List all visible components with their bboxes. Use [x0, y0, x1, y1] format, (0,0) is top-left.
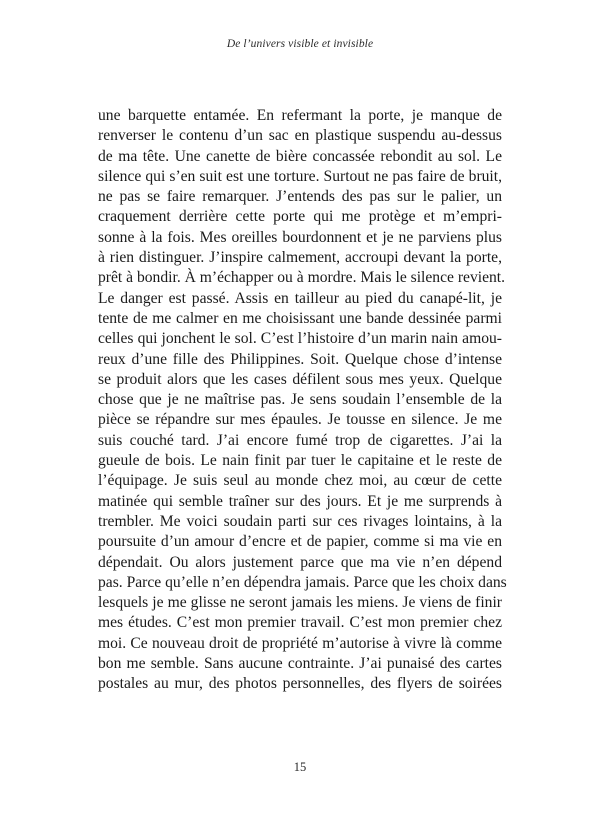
text-line: renverser le contenu d’un sac en plastique suspendu au-dessus — [98, 127, 502, 145]
text-line: lesquels je me glisse ne seront jamais les miens. Je viens de finir — [98, 594, 502, 612]
text-line: une barquette entamée. En refermant la porte, je manque de — [98, 107, 502, 124]
text-line: reux d’une fille des Philippines. Soit. Quelque chose d’intense — [98, 350, 502, 368]
text-line: l’équipage. Je suis seul au monde chez moi, au cœur de cette — [98, 472, 502, 490]
text-line: celles qui jonchent le sol. C’est l’histoire d’un marin nain amou- — [98, 330, 502, 348]
body-text — [98, 106, 507, 695]
text-line: trembler. Me voici soudain parti sur ces rivages lointains, à la — [98, 512, 502, 530]
text-line: tente de me calmer en me choisissant une bande dessinée parmi — [98, 309, 502, 327]
text-line: à rien distinguer. J’inspire calmement, accroupi devant la porte, — [98, 249, 502, 267]
text-line: poursuite d’un amour d’encre et de papier, comme si ma vie en — [98, 533, 502, 551]
text-line: ne pas se faire remarquer. J’entends des pas sur le palier, un — [98, 188, 502, 206]
text-line: silence qui s’en suit est une torture. Surtout ne pas faire de bruit, — [98, 167, 502, 185]
text-line: matinée qui semble traîner sur des jours. Et je me surprends à — [98, 492, 502, 510]
text-line: Le danger est passé. Assis en tailleur au pied du canapé-lit, je — [98, 289, 502, 307]
text-line: bon me semble. Sans aucune contrainte. J’ai punaisé des cartes — [98, 655, 502, 673]
text-line: pièce se répandre sur mes épaules. Je tousse en silence. Je me — [98, 411, 502, 429]
text-line: craquement derrière cette porte qui me protège et m’empri- — [98, 208, 502, 226]
text-line: postales au mur, des photos personnelles, des flyers de soirées — [98, 675, 502, 693]
text-line: chose que je ne maîtrise pas. Je sens soudain l’ensemble de la — [98, 391, 502, 409]
text-line: mes études. C’est mon premier travail. C’est mon premier chez — [98, 614, 502, 632]
page-number: 15 — [293, 760, 307, 774]
text-line: se produit alors que les cases défilent sous mes yeux. Quelque — [98, 370, 502, 388]
running-header: De l’univers visible et invisible — [226, 38, 374, 50]
text-line: dépendait. Ou alors justement parce que ma vie n’en dépend — [98, 553, 502, 571]
text-line: suis couché tard. J’ai encore fumé trop de cigarettes. J’ai la — [98, 431, 502, 449]
text-line: moi. Ce nouveau droit de propriété m’autorise à vivre là comme — [98, 634, 502, 652]
text-line: prêt à bondir. À m’échapper ou à mordre. Mais le silence revient. — [98, 269, 506, 287]
text-line: de ma tête. Une canette de bière concassée rebondit au sol. Le — [98, 147, 502, 165]
text-line: gueule de bois. Le nain finit par tuer le capitaine et le reste de — [98, 452, 502, 470]
text-line: sonne à la fois. Mes oreilles bourdonnent et je ne parviens plus — [98, 228, 502, 246]
text-line: pas. Parce qu’elle n’en dépendra jamais. Parce que les choix dans — [98, 573, 507, 591]
